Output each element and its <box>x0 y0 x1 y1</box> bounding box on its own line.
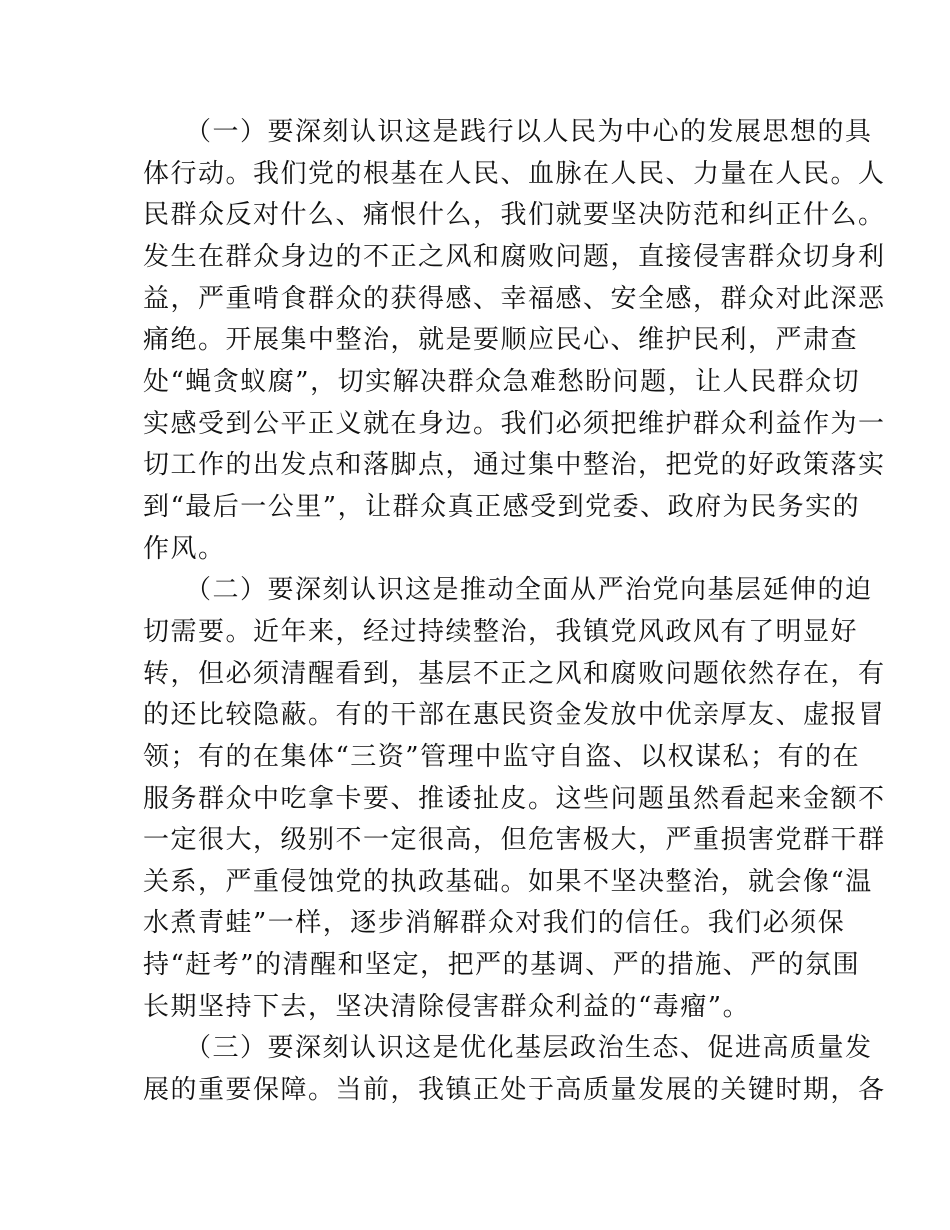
paragraph <box>143 570 886 1028</box>
text-line: 作风。 <box>143 533 226 564</box>
text-line: （一）要深刻认识这是践行以人民为中心的发展思想的具 <box>185 117 873 147</box>
document-page <box>143 112 886 1112</box>
text-line: （三）要深刻认识这是优化基层政治生态、促进高质量发 <box>185 1033 873 1064</box>
text-line: 转，但必须清醒看到，基层不正之风和腐败问题依然存在，有 <box>143 658 886 689</box>
text-line: （二）要深刻认识这是推动全面从严治党向基层延伸的迫 <box>185 575 873 606</box>
text-line: 一定很大，级别不一定很高，但危害极大，严重损害党群干群 <box>143 825 886 856</box>
text-line: 服务群众中吃拿卡要、推诿扯皮。这些问题虽然看起来金额不 <box>143 783 886 814</box>
paragraph <box>143 112 886 570</box>
text-line: 的还比较隐蔽。有的干部在惠民资金发放中优亲厚友、虚报冒 <box>143 700 886 731</box>
text-line: 发生在群众身边的不正之风和腐败问题，直接侵害群众切身利 <box>143 241 886 272</box>
text-line: 关系，严重侵蚀党的执政基础。如果不坚决整治，就会像“温 <box>143 866 873 897</box>
text-line: 民群众反对什么、痛恨什么，我们就要坚决防范和纠正什么。 <box>143 200 886 231</box>
text-line: 实感受到公平正义就在身边。我们必须把维护群众利益作为一 <box>143 408 886 439</box>
paragraph <box>143 1028 886 1111</box>
text-line: 切工作的出发点和落脚点，通过集中整治，把党的好政策落实 <box>143 450 886 481</box>
text-line: 痛绝。开展集中整治，就是要顺应民心、维护民利，严肃查 <box>143 325 859 356</box>
text-line: 展的重要保障。当前，我镇正处于高质量发展的关键时期，各 <box>143 1075 886 1106</box>
text-line: 领；有的在集体“三资”管理中监守自盗、以权谋私；有的在 <box>143 741 861 772</box>
text-line: 持“赶考”的清醒和坚定，把严的基调、严的措施、严的氛围 <box>143 950 861 981</box>
text-line: 体行动。我们党的根基在人民、血脉在人民、力量在人民。人 <box>143 158 886 189</box>
text-line: 益，严重啃食群众的获得感、幸福感、安全感，群众对此深恶 <box>143 283 886 314</box>
text-line: 到“最后一公里”，让群众真正感受到党委、政府为民务实的 <box>143 491 861 522</box>
text-line: 切需要。近年来，经过持续整治，我镇党风政风有了明显好 <box>143 616 859 647</box>
text-line: 处“蝇贪蚁腐”，切实解决群众急难愁盼问题，让人民群众切 <box>143 366 861 397</box>
text-line: 水煮青蛙”一样，逐步消解群众对我们的信任。我们必须保 <box>143 908 846 939</box>
text-line: 长期坚持下去，坚决清除侵害群众利益的“毒瘤”。 <box>143 991 751 1022</box>
